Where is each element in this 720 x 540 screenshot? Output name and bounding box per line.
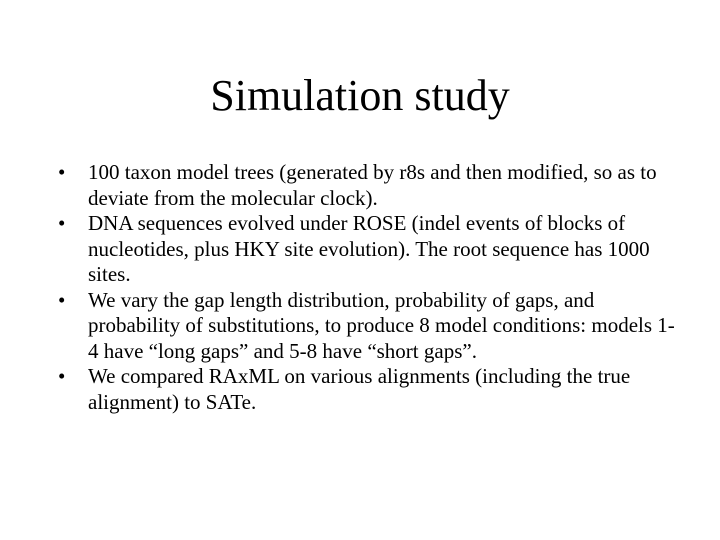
bullet-dot-icon: • — [58, 364, 66, 388]
bullet-dot-icon: • — [58, 160, 66, 184]
bullet-item — [56, 288, 676, 365]
bullet-text: We vary the gap length distribution, probability of gaps, and probability of substitutions, to produce 8 model conditions: models 1-4 have “long gaps” and 5-8 have “short gaps”. — [88, 287, 675, 363]
slide-title: Simulation study — [210, 71, 510, 120]
bullet-dot-icon: • — [58, 211, 66, 235]
bullet-text: We compared RAxML on various alignments (including the true alignment) to SATe. — [88, 364, 631, 414]
bullet-item — [56, 211, 676, 288]
bullet-text: 100 taxon model trees (generated by r8s and then modified, so as to deviate from the molecular clock). — [88, 160, 657, 210]
bullet-text: DNA sequences evolved under ROSE (indel events of blocks of nucleotides, plus HKY site evolution). The root sequence has 1000 sites. — [88, 211, 650, 286]
bullet-list — [56, 160, 676, 415]
bullet-item — [56, 364, 676, 415]
bullet-item — [56, 160, 676, 211]
bullet-dot-icon: • — [58, 287, 66, 312]
